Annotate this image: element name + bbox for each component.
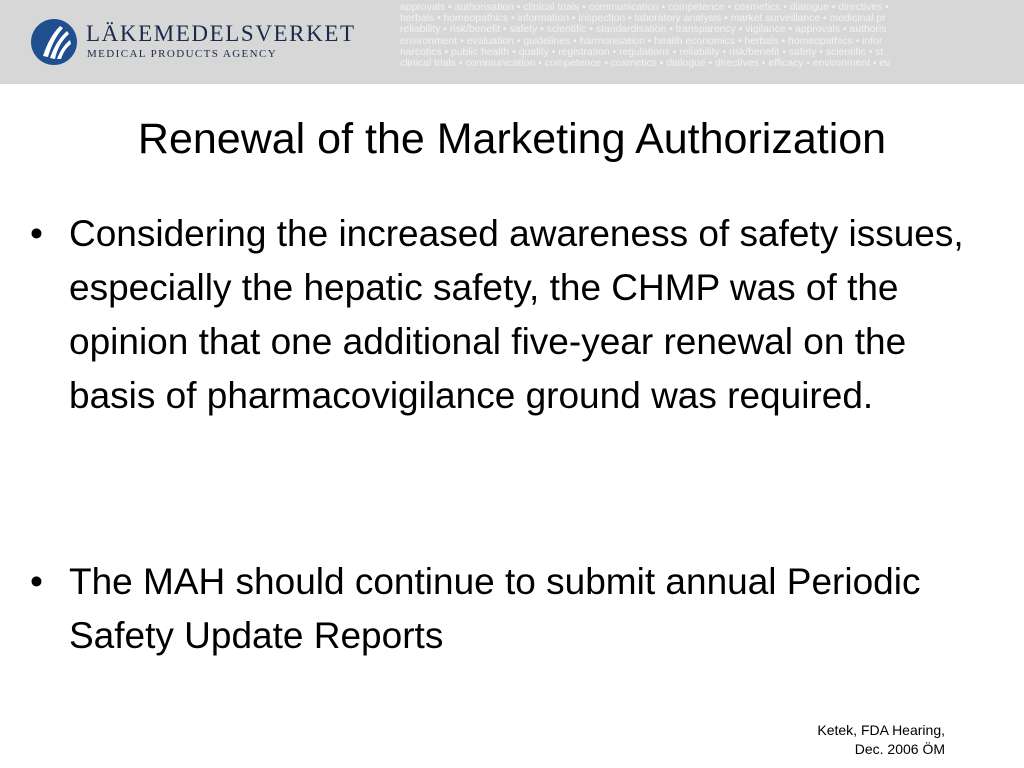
watermark-line: environment • evaluation • guidelines • harmonisation • health economics • herbals • homeopathics • infor [400,35,883,47]
bullet-marker: • [30,561,43,602]
slide-title: Renewal of the Marketing Authorization [137,115,887,163]
slide-footer [817,721,945,759]
watermark-line: reliability • risk/benefit • safety • scientific • standardisation • transparency • vigilance • approvals • authoris [400,24,887,36]
watermark-line: approvals • authorisation • clinical trials • communication • competence • cosmetics • dialogue • directives • [400,2,889,13]
watermark-line: narcotics • public health • quality • registration • regulations • reliability • risk/benefit • safety • scientific • st [400,46,884,58]
bullet-marker: • [30,213,43,254]
bullet-text: Considering the increased awareness of safety issues, especially the hepatic safety, the CHMP was of the opinion that one additional five-year renewal on the basis of pharmacovigilance ground was required. [69,213,964,416]
bullet-text: The MAH should continue to submit annual Periodic Safety Update Reports [69,561,921,656]
agency-name: LÄKEMEDELSVERKET [86,21,356,46]
watermark-line: clinical trials • communication • competence • cosmetics • dialogue • directives • efficacy • environment • ev [400,58,891,70]
footer-line: Dec. 2006 ÖM [854,741,945,757]
footer-line: Ketek, FDA Hearing, [817,722,945,738]
watermark-line: herbals • homeopathics • information • inspection • laboratory analysis • market surveillance • medicinal pr [400,13,886,25]
agency-subtitle: MEDICAL PRODUCTS AGENCY [87,48,278,60]
